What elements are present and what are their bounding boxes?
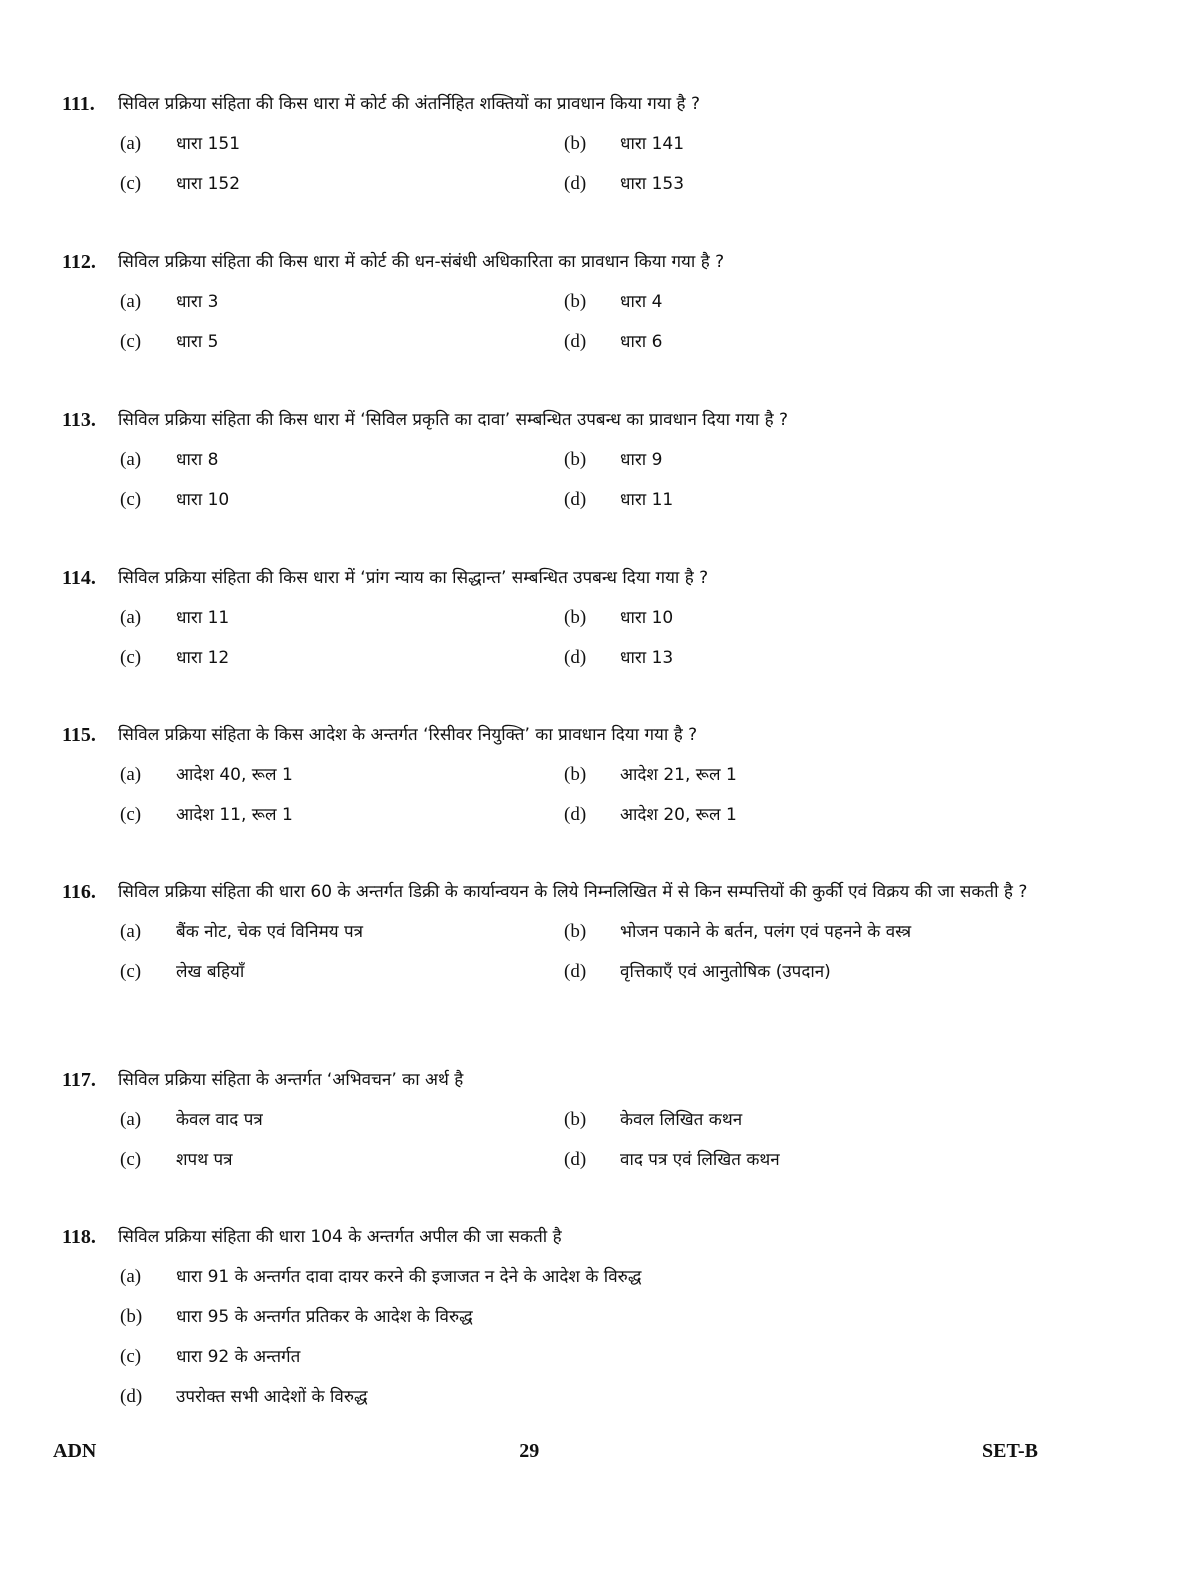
option-c [120, 327, 564, 357]
option-text: धारा 151 [176, 134, 241, 154]
option-text: धारा 5 [176, 332, 219, 352]
option-b [564, 445, 1008, 475]
question-text: सिविल प्रक्रिया संहिता की धारा 60 के अन्तर्गत डिक्री के कार्यान्वयन के लिये निम्नलिखित में से किन सम्पत्तियों की कुर्की एवं विक्रय की जा सकती है ? [118, 882, 1028, 902]
option-a [120, 760, 564, 790]
option-label: (c) [120, 331, 142, 352]
option-label: (b) [564, 764, 587, 785]
question-text: सिविल प्रक्रिया संहिता की किस धारा में कोर्ट की धन-संबंधी अधिकारिता का प्रावधान किया गया है ? [118, 252, 725, 272]
option-label: (b) [564, 291, 587, 312]
question-115 [62, 720, 1062, 830]
option-label: (a) [120, 291, 142, 312]
option-c [120, 1145, 564, 1175]
option-label: (d) [564, 331, 587, 352]
option-text: धारा 152 [176, 174, 241, 194]
option-label: (a) [120, 921, 142, 942]
option-text: केवल लिखित कथन [620, 1110, 743, 1130]
option-d [564, 957, 1008, 987]
option-text: धारा 141 [620, 134, 685, 154]
option-text: धारा 6 [620, 332, 663, 352]
option-text: आदेश 20, रूल 1 [620, 805, 737, 825]
question-text: सिविल प्रक्रिया संहिता के किस आदेश के अन्तर्गत ‘रिसीवर नियुक्ति’ का प्रावधान दिया गया है ? [118, 725, 698, 745]
question-118 [62, 1222, 1062, 1412]
option-c [120, 957, 564, 987]
option-text: बैंक नोट, चेक एवं विनिमय पत्र [176, 922, 364, 942]
option-label: (d) [120, 1386, 143, 1407]
option-b [564, 129, 1008, 159]
option-label: (b) [564, 1109, 587, 1130]
option-label: (b) [564, 133, 587, 154]
question-number: 117. [62, 1069, 96, 1091]
option-text: धारा 3 [176, 292, 219, 312]
question-number: 113. [62, 409, 96, 431]
question-112 [62, 247, 1062, 357]
option-text: धारा 10 [620, 608, 674, 628]
option-text: धारा 92 के अन्तर्गत [176, 1347, 301, 1367]
options [120, 760, 1062, 830]
options [120, 287, 1062, 357]
footer-code: ADN [53, 1440, 97, 1462]
option-text: धारा 95 के अन्तर्गत प्रतिकर के आदेश के विरुद्ध [176, 1307, 473, 1327]
question-number: 111. [62, 93, 95, 115]
option-d [564, 800, 1008, 830]
option-text: आदेश 40, रूल 1 [176, 765, 293, 785]
option-d [564, 327, 1008, 357]
option-label: (a) [120, 449, 142, 470]
question-text: सिविल प्रक्रिया संहिता की किस धारा में कोर्ट की अंतर्निहित शक्तियों का प्रावधान किया गया है ? [118, 94, 700, 114]
option-b [564, 917, 1008, 947]
option-text: धारा 10 [176, 490, 230, 510]
question-114 [62, 563, 1062, 673]
question-117 [62, 1065, 1062, 1175]
option-text: शपथ पत्र [176, 1150, 233, 1170]
option-b [564, 1105, 1008, 1135]
option-text: धारा 91 के अन्तर्गत दावा दायर करने की इजाजत न देने के आदेश के विरुद्ध [176, 1267, 642, 1287]
option-c [120, 169, 564, 199]
options [120, 917, 1062, 987]
option-text: धारा 8 [176, 450, 219, 470]
option-a [120, 1105, 564, 1135]
option-a [120, 287, 564, 317]
option-text: वाद पत्र एवं लिखित कथन [620, 1150, 780, 1170]
option-a [120, 445, 564, 475]
option-d [564, 169, 1008, 199]
page-footer [53, 1440, 1038, 1463]
set-label: SET-B [982, 1440, 1038, 1462]
option-label: (d) [564, 489, 587, 510]
option-text: धारा 11 [620, 490, 674, 510]
option-label: (c) [120, 961, 142, 982]
option-a [120, 129, 564, 159]
question-number: 116. [62, 881, 96, 903]
option-label: (c) [120, 489, 142, 510]
option-label: (d) [564, 961, 587, 982]
option-text: धारा 153 [620, 174, 685, 194]
question-number: 115. [62, 724, 96, 746]
option-text: धारा 4 [620, 292, 663, 312]
option-b [564, 760, 1008, 790]
option-a [120, 917, 564, 947]
option-label: (a) [120, 607, 142, 628]
option-text: उपरोक्त सभी आदेशों के विरुद्ध [176, 1387, 368, 1407]
option-text: धारा 11 [176, 608, 230, 628]
option-text: भोजन पकाने के बर्तन, पलंग एवं पहनने के वस्त्र [620, 922, 912, 942]
question-text: सिविल प्रक्रिया संहिता के अन्तर्गत ‘अभिवचन’ का अर्थ है [118, 1070, 464, 1090]
option-text: धारा 9 [620, 450, 663, 470]
option-label: (a) [120, 1109, 142, 1130]
option-a [120, 603, 564, 633]
option-label: (a) [120, 764, 142, 785]
options [120, 1262, 1062, 1412]
option-c [120, 800, 564, 830]
option-text: आदेश 11, रूल 1 [176, 805, 293, 825]
option-text: आदेश 21, रूल 1 [620, 765, 737, 785]
option-text: लेख बहियाँ [176, 962, 245, 982]
option-text: वृत्तिकाएँ एवं आनुतोषिक (उपदान) [620, 962, 831, 982]
option-label: (a) [120, 133, 142, 154]
options [120, 1105, 1062, 1175]
question-116 [62, 877, 1062, 987]
option-label: (a) [120, 1266, 142, 1287]
option-b [120, 1302, 1020, 1332]
option-c [120, 1342, 1020, 1372]
question-number: 112. [62, 251, 96, 273]
option-label: (d) [564, 804, 587, 825]
option-label: (c) [120, 1149, 142, 1170]
option-c [120, 643, 564, 673]
question-111 [62, 89, 1062, 199]
option-label: (d) [564, 173, 587, 194]
option-b [564, 603, 1008, 633]
question-number: 118. [62, 1226, 96, 1248]
option-text: धारा 12 [176, 648, 230, 668]
question-text: सिविल प्रक्रिया संहिता की धारा 104 के अन्तर्गत अपील की जा सकती है [118, 1227, 562, 1247]
option-c [120, 485, 564, 515]
option-label: (c) [120, 173, 142, 194]
option-d [564, 485, 1008, 515]
option-label: (b) [564, 607, 587, 628]
option-text: धारा 13 [620, 648, 674, 668]
option-a [120, 1262, 1020, 1292]
options [120, 445, 1062, 515]
question-113 [62, 405, 1062, 515]
option-text: केवल वाद पत्र [176, 1110, 263, 1130]
option-d [564, 643, 1008, 673]
option-label: (b) [120, 1306, 143, 1327]
option-b [564, 287, 1008, 317]
option-label: (d) [564, 1149, 587, 1170]
option-label: (b) [564, 921, 587, 942]
option-d [564, 1145, 1008, 1175]
option-d [120, 1382, 1020, 1412]
options [120, 129, 1062, 199]
page-number: 29 [519, 1440, 540, 1462]
option-label: (c) [120, 804, 142, 825]
option-label: (c) [120, 1346, 142, 1367]
question-number: 114. [62, 567, 96, 589]
options [120, 603, 1062, 673]
question-text: सिविल प्रक्रिया संहिता की किस धारा में ‘प्रांग न्याय का सिद्धान्त’ सम्बन्धित उपबन्ध दिया गया है ? [118, 568, 709, 588]
option-label: (c) [120, 647, 142, 668]
option-label: (d) [564, 647, 587, 668]
option-label: (b) [564, 449, 587, 470]
question-text: सिविल प्रक्रिया संहिता की किस धारा में ‘सिविल प्रकृति का दावा’ सम्बन्धित उपबन्ध का प्रावधान दिया गया है ? [118, 410, 789, 430]
